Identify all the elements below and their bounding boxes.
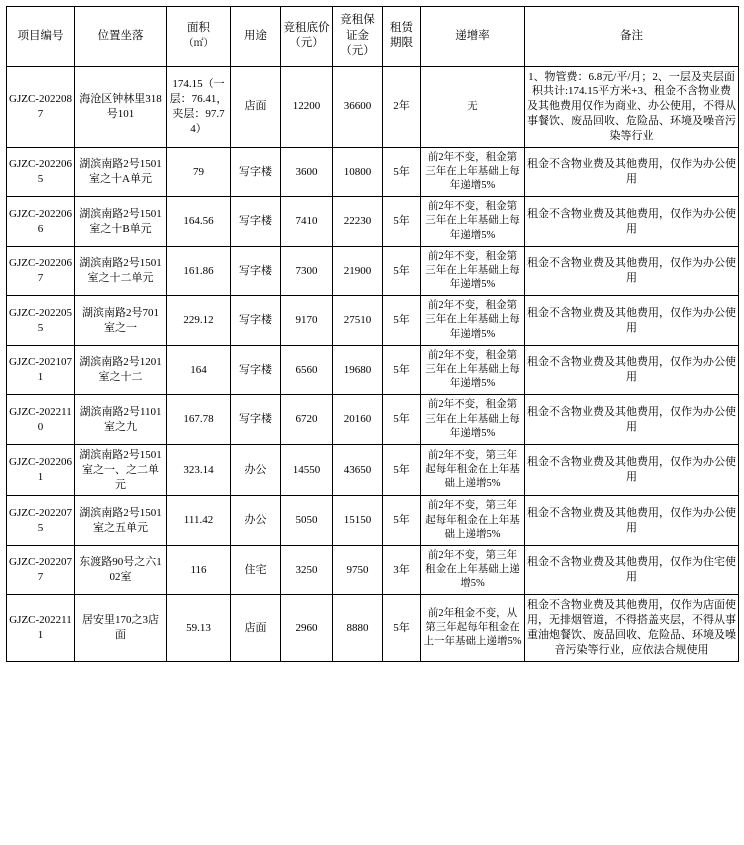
- cell-price: 12200: [281, 66, 333, 147]
- cell-price: 3250: [281, 545, 333, 595]
- cell-area: 167.78: [167, 395, 231, 445]
- cell-location: 海沧区钟林里318号101: [75, 66, 167, 147]
- cell-term: 5年: [383, 345, 421, 395]
- cell-term: 5年: [383, 496, 421, 546]
- cell-use: 店面: [231, 66, 281, 147]
- table-header: [7, 7, 739, 67]
- cell-remark: 租金不含物业费及其他费用，仅作为店面使用，无排烟管道，不得搭盖夹层，不得从事重油炮餐饮、废品回收、危险品、环境及噪音污染等行业，应依法合规使用: [525, 595, 739, 661]
- cell-term: 5年: [383, 395, 421, 445]
- cell-area: 229.12: [167, 296, 231, 346]
- cell-area: 116: [167, 545, 231, 595]
- cell-term: 5年: [383, 444, 421, 496]
- cell-location: 居安里170之3店面: [75, 595, 167, 661]
- cell-deposit: 20160: [333, 395, 383, 445]
- table-row: [7, 395, 739, 445]
- cell-remark: 租金不含物业费及其他费用，仅作为办公使用: [525, 395, 739, 445]
- cell-use: 写字楼: [231, 147, 281, 197]
- cell-remark: 租金不含物业费及其他费用，仅作为办公使用: [525, 147, 739, 197]
- table-row: [7, 66, 739, 147]
- cell-deposit: 15150: [333, 496, 383, 546]
- cell-area: 164.56: [167, 197, 231, 247]
- column-header-location-label: 位置坐落: [97, 29, 144, 42]
- cell-increase: 前2年不变，租金第三年在上年基础上每年递增5%: [421, 395, 525, 445]
- cell-area: 79: [167, 147, 231, 197]
- column-header-remark: [525, 7, 739, 67]
- cell-code: GJZC-2022067: [7, 246, 75, 296]
- cell-increase: 前2年不变，第三年租金在上年基础上递增5%: [421, 545, 525, 595]
- cell-code: GJZC-2022110: [7, 395, 75, 445]
- cell-area: 161.86: [167, 246, 231, 296]
- table-row: [7, 197, 739, 247]
- header-row: [7, 7, 739, 67]
- column-header-increase: [421, 7, 525, 67]
- cell-deposit: 9750: [333, 545, 383, 595]
- column-header-area: [167, 7, 231, 67]
- table-row: [7, 444, 739, 496]
- column-header-increase-label: 递增率: [455, 29, 490, 42]
- cell-area: 174.15（一层：76.41，夹层：97.74）: [167, 66, 231, 147]
- cell-increase: 前2年不变，租金第三年在上年基础上每年递增5%: [421, 246, 525, 296]
- cell-location: 湖滨南路2号1501室之一、之二单元: [75, 444, 167, 496]
- cell-code: GJZC-2022065: [7, 147, 75, 197]
- column-header-price: [281, 7, 333, 67]
- cell-increase: 前2年不变，第三年起每年租金在上年基础上递增5%: [421, 496, 525, 546]
- cell-code: GJZC-2022055: [7, 296, 75, 346]
- cell-deposit: 43650: [333, 444, 383, 496]
- cell-deposit: 19680: [333, 345, 383, 395]
- cell-increase: 前2年不变，租金第三年在上年基础上每年递增5%: [421, 296, 525, 346]
- cell-use: 办公: [231, 444, 281, 496]
- column-header-term: [383, 7, 421, 67]
- cell-use: 写字楼: [231, 345, 281, 395]
- cell-deposit: 36600: [333, 66, 383, 147]
- cell-code: GJZC-2022061: [7, 444, 75, 496]
- cell-increase: 前2年不变，租金第三年在上年基础上每年递增5%: [421, 197, 525, 247]
- cell-location: 湖滨南路2号1501室之十二单元: [75, 246, 167, 296]
- cell-code: GJZC-2022077: [7, 545, 75, 595]
- column-header-use: [231, 7, 281, 67]
- column-header-deposit: [333, 7, 383, 67]
- cell-term: 5年: [383, 197, 421, 247]
- table-row: [7, 545, 739, 595]
- cell-deposit: 21900: [333, 246, 383, 296]
- cell-price: 6560: [281, 345, 333, 395]
- cell-price: 7410: [281, 197, 333, 247]
- cell-deposit: 8880: [333, 595, 383, 661]
- column-header-code: [7, 7, 75, 67]
- cell-term: 5年: [383, 147, 421, 197]
- column-header-price-label: 竞租底价（元）: [283, 21, 330, 50]
- cell-use: 办公: [231, 496, 281, 546]
- cell-deposit: 10800: [333, 147, 383, 197]
- table-row: [7, 496, 739, 546]
- cell-price: 7300: [281, 246, 333, 296]
- cell-code: GJZC-2022087: [7, 66, 75, 147]
- cell-price: 14550: [281, 444, 333, 496]
- cell-use: 写字楼: [231, 197, 281, 247]
- cell-code: GJZC-2021071: [7, 345, 75, 395]
- column-header-location: [75, 7, 167, 67]
- cell-code: GJZC-2022075: [7, 496, 75, 546]
- column-header-area-unit: （㎡）: [183, 38, 214, 50]
- cell-remark: 1、物管费：6.8元/平/月；2、一层及夹层面积共计:174.15平方米+3、租金不含物业费及其他费用仅作为商业、办公使用，不得从事餐饮、废品回收、危险品、环境及噪音污染等行业: [525, 66, 739, 147]
- cell-use: 写字楼: [231, 296, 281, 346]
- cell-price: 9170: [281, 296, 333, 346]
- cell-deposit: 27510: [333, 296, 383, 346]
- column-header-term-label: 租赁期限: [390, 21, 413, 50]
- cell-remark: 租金不含物业费及其他费用，仅作为办公使用: [525, 197, 739, 247]
- cell-use: 写字楼: [231, 246, 281, 296]
- cell-remark: 租金不含物业费及其他费用，仅作为办公使用: [525, 345, 739, 395]
- cell-area: 111.42: [167, 496, 231, 546]
- cell-price: 3600: [281, 147, 333, 197]
- column-header-deposit-label: 竞租保证金（元）: [340, 14, 375, 58]
- cell-area: 59.13: [167, 595, 231, 661]
- table-row: [7, 147, 739, 197]
- cell-price: 2960: [281, 595, 333, 661]
- cell-remark: 租金不含物业费及其他费用，仅作为住宅使用: [525, 545, 739, 595]
- cell-increase: 前2年不变，租金第三年在上年基础上每年递增5%: [421, 147, 525, 197]
- column-header-remark-label: 备注: [620, 29, 643, 42]
- cell-term: 5年: [383, 595, 421, 661]
- table-body: [7, 66, 739, 661]
- cell-remark: 租金不含物业费及其他费用，仅作为办公使用: [525, 444, 739, 496]
- cell-term: 2年: [383, 66, 421, 147]
- cell-increase: 无: [421, 66, 525, 147]
- cell-location: 湖滨南路2号1201室之十二: [75, 345, 167, 395]
- cell-location: 湖滨南路2号701室之一: [75, 296, 167, 346]
- cell-location: 湖滨南路2号1501室之十A单元: [75, 147, 167, 197]
- cell-remark: 租金不含物业费及其他费用，仅作为办公使用: [525, 496, 739, 546]
- cell-increase: 前2年租金不变，从第三年起每年租金在上一年基础上递增5%: [421, 595, 525, 661]
- column-header-code-label: 项目编号: [17, 29, 64, 42]
- cell-code: GJZC-2022111: [7, 595, 75, 661]
- table-row: [7, 345, 739, 395]
- cell-remark: 租金不含物业费及其他费用，仅作为办公使用: [525, 246, 739, 296]
- table-row: [7, 296, 739, 346]
- cell-use: 店面: [231, 595, 281, 661]
- table-row: [7, 595, 739, 661]
- table-row: [7, 246, 739, 296]
- cell-code: GJZC-2022066: [7, 197, 75, 247]
- cell-location: 湖滨南路2号1501室之十B单元: [75, 197, 167, 247]
- column-header-use-label: 用途: [244, 29, 267, 42]
- cell-price: 6720: [281, 395, 333, 445]
- cell-term: 5年: [383, 246, 421, 296]
- cell-location: 东渡路90号之六102室: [75, 545, 167, 595]
- cell-deposit: 22230: [333, 197, 383, 247]
- cell-area: 323.14: [167, 444, 231, 496]
- cell-price: 5050: [281, 496, 333, 546]
- cell-area: 164: [167, 345, 231, 395]
- cell-remark: 租金不含物业费及其他费用，仅作为办公使用: [525, 296, 739, 346]
- lease-table: [6, 6, 739, 662]
- cell-term: 5年: [383, 296, 421, 346]
- cell-increase: 前2年不变，租金第三年在上年基础上每年递增5%: [421, 345, 525, 395]
- cell-location: 湖滨南路2号1101室之九: [75, 395, 167, 445]
- cell-term: 3年: [383, 545, 421, 595]
- cell-use: 住宅: [231, 545, 281, 595]
- column-header-area-label: 面积: [187, 21, 210, 34]
- cell-location: 湖滨南路2号1501室之五单元: [75, 496, 167, 546]
- cell-use: 写字楼: [231, 395, 281, 445]
- cell-increase: 前2年不变，第三年起每年租金在上年基础上递增5%: [421, 444, 525, 496]
